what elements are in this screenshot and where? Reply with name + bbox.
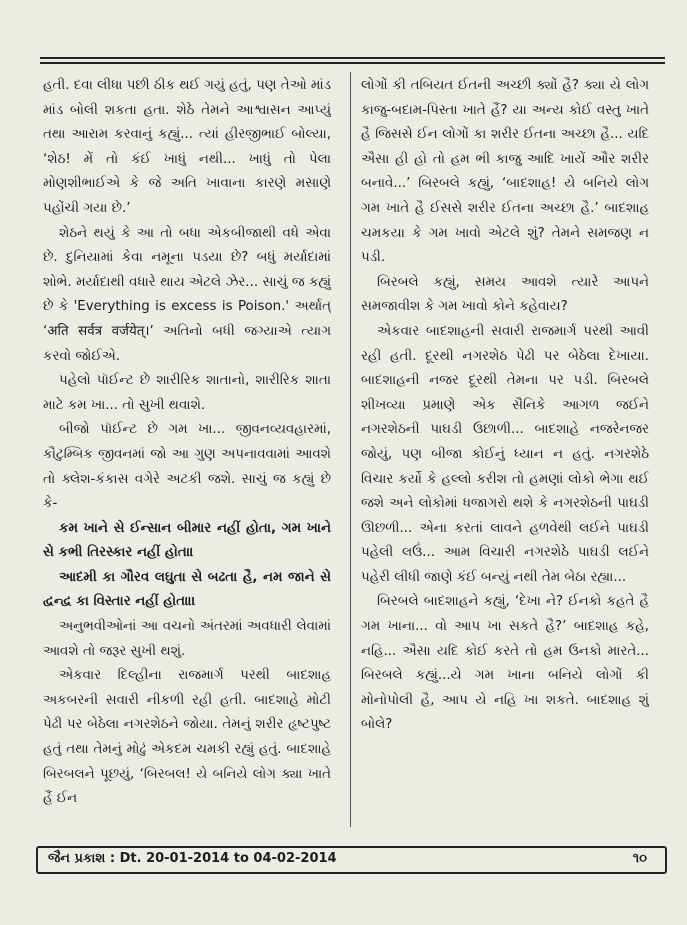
paragraph: હતી. દવા લીધા પછી ઠીક થઈ ગયું હતું, પણ તેઓ માંડ માંડ બોલી શકતા હતા. શેઠે તેમને આશ્વાસન આપ્યું તથા આરામ કરવાનું કહ્યું... ત્યાં હીરજીભાઈ બોલ્યા, ‘શેઠ! મેં તો કંઈ ખાધું નથી... ખાધું તો પેલા મોણશીભાઈએ કે જે અતિ ખાવાના કારણે મસાણે પહોંચી ગયા છે.’: [43, 78, 331, 216]
column-divider: [350, 72, 351, 827]
paragraph: બીજો પૉઈન્ટ છે ગમ ખા... જીવનવ્યવહારમાં, કૌટુમ્બિક જીવનમાં જો આ ગુણ અપનાવવામાં આવશે તો ક્લેશ-કંકાસ વગેરે અટકી જશે. સાચું જ કહ્યું છે કે-: [43, 422, 331, 512]
paragraph: એકવાર દિલ્હીના રાજમાર્ગ પરથી બાદશાહ અકબરની સવારી નીકળી રહી હતી. બાદશાહે મોટી પેઢી પર બેઠેલા નગરશેઠને જોયા. તેમનું શરીર હૃષ્ટપુષ્ટ હતું તથા તેમનું મોઢું એકદમ ચમકી રહ્યું હતું. બાદશાહે બિરબલને પૂછયું, ‘બિરબલ! યે બનિયે લોગ ક્યા ખાતે હૈં ઈન: [43, 668, 331, 807]
paragraph: શેઠને થયું કે આ તો બધા એકબીજાથી વધે એવા છે. દુનિયામાં કેવા નમૂના પડયા છે? બધું મર્યાદામાં શોભે. મર્યાદાથી વધારે થાય એટલે ઝેર... સાચું જ કહ્યું છે કે 'Everything is excess is Poison.' અર્થાત્ ‘अति सर्वत्र वर्जयेत्।’ અતિનો બધી જગ્યાએ ત્યાગ કરવો જોઈએ.: [43, 225, 331, 364]
paragraph: બિરબલે બાદશાહને કહ્યું, ‘દેખા ને? ઈનકો કહતે હૈ ગમ ખાના... વો આપ ખા સકતે હૈ?’ બાદશાહ કહે, નહિ... ઐસા યદિ કોઈ કરતે તો હમ ઉનકો મારતે... બિરબલે કહ્યું...યે ગમ ખાના બનિયે લોગોં કી મોનોપોલી હૈ, આપ યે નહિ ખા શકતે. બાદશાહ શું બોલે?: [361, 594, 649, 733]
header-rule-bottom: [40, 62, 665, 64]
page-footer: [36, 846, 667, 874]
header-rule-top: [40, 57, 665, 59]
page-number: ૧૦: [632, 851, 647, 866]
paragraph: એકવાર બાદશાહની સવારી રાજમાર્ગ પરથી આવી રહી હતી. દૂરથી નગરશેઠ પેઢી પર બેઠેલા દેખાયા. બાદશાહની નજર દૂરથી તેમના પર પડી. બિરબલે શીખવ્યા પ્રમાણે એક સૈનિકે આગળ જઈને નગરશેઠની પાઘડી ઉછાળી... બાદશાહે નજરેનજર જોયું, પણ બીજા કોઈનું ધ્યાન ન હતું. નગરશેઠે વિચાર કર્યો કે હલ્લો કરીશ તો હમણાં લોકો ભેગા થઈ જશે અને લોકોમાં ધજાગરો થશે કે નગરશેઠની પાઘડી ઊછળી... એના કરતાં લાવને હળવેથી લઈને પાઘડી પહેલી લઉં... આમ વિચારી નગરશેઠે પાઘડી લઈને પહેરી લીધી જાણે કંઈ બન્યું નથી તેમ બેઠા રહ્યા...: [361, 323, 649, 585]
footer-masthead: [48, 851, 337, 866]
right-column: [361, 74, 649, 834]
paragraph: લોગોં કી તબિયત ઈતની અચ્છી ક્યોં હૈ? ક્યા યે લોગ કાજુ-બદામ-પિસ્તા ખાતે હૈં? યા અન્ય કોઈ વસ્તુ ખાતે હૈ જિસસે ઈન લોગોં કા શરીર ઈતના અચ્છા હૈ... યદિ ઐસા હી હો તો હમ ભી કાજુ આદિ ખાયેં ઔર શરીર બનાવે...’ બિરબલે કહ્યું, ‘બાદશાહ! યે બનિયે લોગ ગમ ખાતે હૈ ઈસસે શરીર ઈતના અચ્છા હૈ.’ બાદશાહ ચમકયા કે ગમ ખાવો એટલે શું? તેમને સમજણ ન પડી.: [361, 78, 649, 266]
left-column: [43, 74, 331, 834]
verse: આદમી કા ગૌરવ લઘુતા સે બઢતા હૈ, નમ જાને સે દ્વન્દ્વ કા વિસ્તાર નહીં હોતા।।: [43, 569, 331, 610]
publication-name: જૈન પ્રકાશ: [48, 851, 106, 866]
paragraph: બિરબલે કહ્યું, સમય આવશે ત્યારે આપને સમજાવીશ કે ગમ ખાવો કોને કહેવાય?: [361, 274, 649, 315]
paragraph: અનુભવીઓનાં આ વચનો અંતરમાં અવધારી લેવામાં આવશે તો જરૂર સુખી થશું.: [43, 619, 331, 659]
paragraph: પહેલો પૉઈન્ટ છે શારીરિક શાતાનો, શારીરિક શાતા માટે કમ ખા... તો સુખી થવાશે.: [43, 373, 331, 413]
issue-date: : Dt. 20-01-2014 to 04-02-2014: [109, 851, 337, 866]
verse: કમ ખાને સે ઈન્સાન બીમાર નહીં હોતા, ગમ ખાને સે કભી તિરસ્કાર નહીં હોતા।: [43, 520, 331, 561]
